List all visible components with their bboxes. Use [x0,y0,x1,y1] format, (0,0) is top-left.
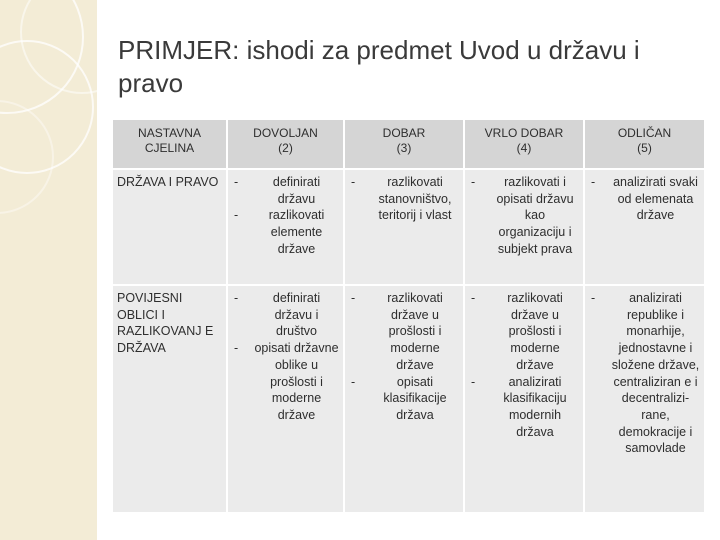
header-row [113,120,704,168]
grade-3-cell [345,170,463,284]
grade-3-cell [345,286,463,512]
list-item: - analizirati republike i monarhije, jednostavne i složene države, centraliziran e i decentralizi-rane, demokracije i samovlade [591,291,700,456]
header-grade-4: VRLO DOBAR (4) [465,120,583,168]
unit-cell: DRŽAVA I PRAVO [113,170,226,284]
decorative-sidebar [0,0,97,540]
unit-cell: POVIJESNI OBLICI I RAZLIKOVANJ E DRŽAVA [113,286,226,512]
list-item: - opisati klasifikacije država [351,374,447,422]
list-item: - analizirati svaki od elemenata države [591,175,698,223]
list-item: - opisati državne oblike u prošlosti i moderne države [234,341,339,422]
slide-title [118,34,678,100]
header-grade-2: DOVOLJAN (2) [228,120,343,168]
title-colon: : [232,35,240,65]
list-item: - razlikovati stanovništvo, teritorij i vlast [351,175,452,223]
title-prefix: PRIMJER [118,35,233,65]
list-item: - definirati državu [234,175,321,206]
grade-4-cell [465,286,583,512]
list-item: - razlikovati elemente države [234,208,325,256]
table-row [113,170,704,284]
table-row [113,286,704,512]
grade-4-cell [465,170,583,284]
grade-2-cell [228,170,343,284]
list-item: - definirati državu i društvo [234,291,321,339]
outcomes-table [111,118,706,514]
header-grade-3: DOBAR (3) [345,120,463,168]
header-grade-5: ODLIČAN (5) [585,120,704,168]
header-unit: NASTAVNA CJELINA [113,120,226,168]
list-item: - razlikovati države u prošlosti i moderne države [351,291,443,372]
title-rest: ishodi za predmet Uvod u državu i pravo [118,35,640,98]
grade-5-cell [585,286,704,512]
list-item: - analizirati klasifikaciju modernih država [471,374,567,439]
list-item: - razlikovati i opisati državu kao organizaciju i subjekt prava [471,175,574,256]
list-item: - razlikovati države u prošlosti i moderne države [471,291,563,372]
grade-2-cell [228,286,343,512]
grade-5-cell [585,170,704,284]
